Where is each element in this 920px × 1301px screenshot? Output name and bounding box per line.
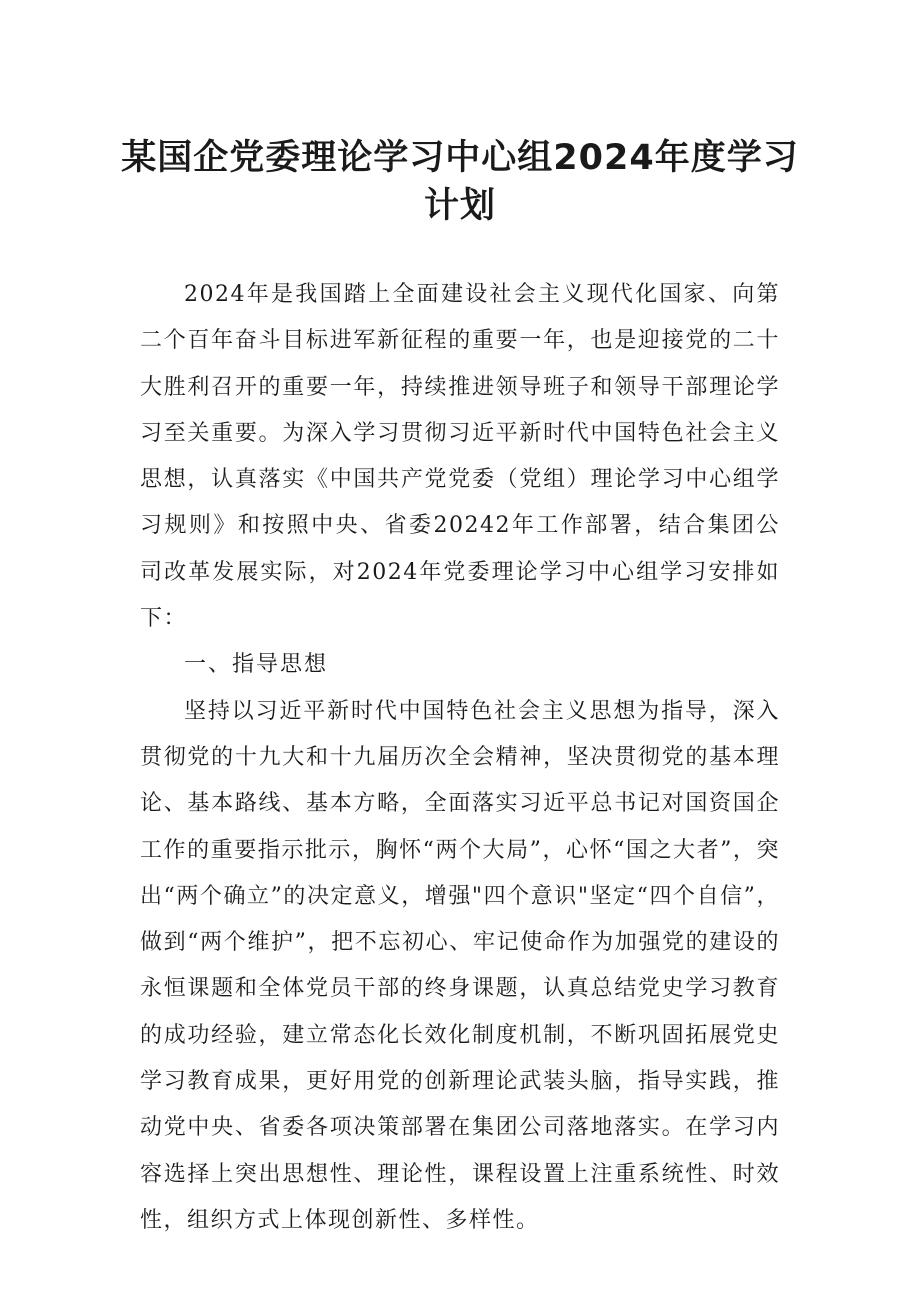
- document-title-line-1: 某国企党委理论学习中心组2024年度学习: [121, 138, 799, 178]
- guiding-ideology-paragraph: 坚持以习近平新时代中国特色社会主义思想为指导，深入贯彻党的十九大和十九届历次全会精神，坚决贯彻党的基本理论、基本路线、基本方略，全面落实习近平总书记对国资国企工作的重要指示批示，胸怀“两个大局”，心怀“国之大者”，突出“两个确立”的决定意义，增强"四个意识"坚定“四个自信”，做到“两个维护”，把不忘初心、牢记使命作为加强党的建设的永恒课题和全体党员干部的终身课题，认真总结党史学习教育的成功经验，建立常态化长效化制度机制，不断巩固拓展党史学习教育成果，更好用党的创新理论武装头脑，指导实践，推动党中央、省委各项决策部署在集团公司落地落实。在学习内容选择上突出思想性、理论性，课程设置上注重系统性、时效性，组织方式上体现创新性、多样性。: [140, 698, 780, 1233]
- intro-paragraph: 2024年是我国踏上全面建设社会主义现代化国家、向第二个百年奋斗目标进军新征程的重要一年，也是迎接党的二十大胜利召开的重要一年，持续推进领导班子和领导干部理论学习至关重要。为深入学习贯彻习近平新时代中国特色社会主义思想，认真落实《中国共产党党委（党组）理论学习中心组学习规则》和按照中央、省委20242年工作部署，结合集团公司改革发展实际，对2024年党委理论学习中心组学习安排如下：: [140, 282, 780, 632]
- document-body: [140, 272, 780, 1244]
- document-title-line-2: 计划: [423, 186, 496, 226]
- section-heading-guiding-ideology: 一、指导思想: [184, 652, 329, 678]
